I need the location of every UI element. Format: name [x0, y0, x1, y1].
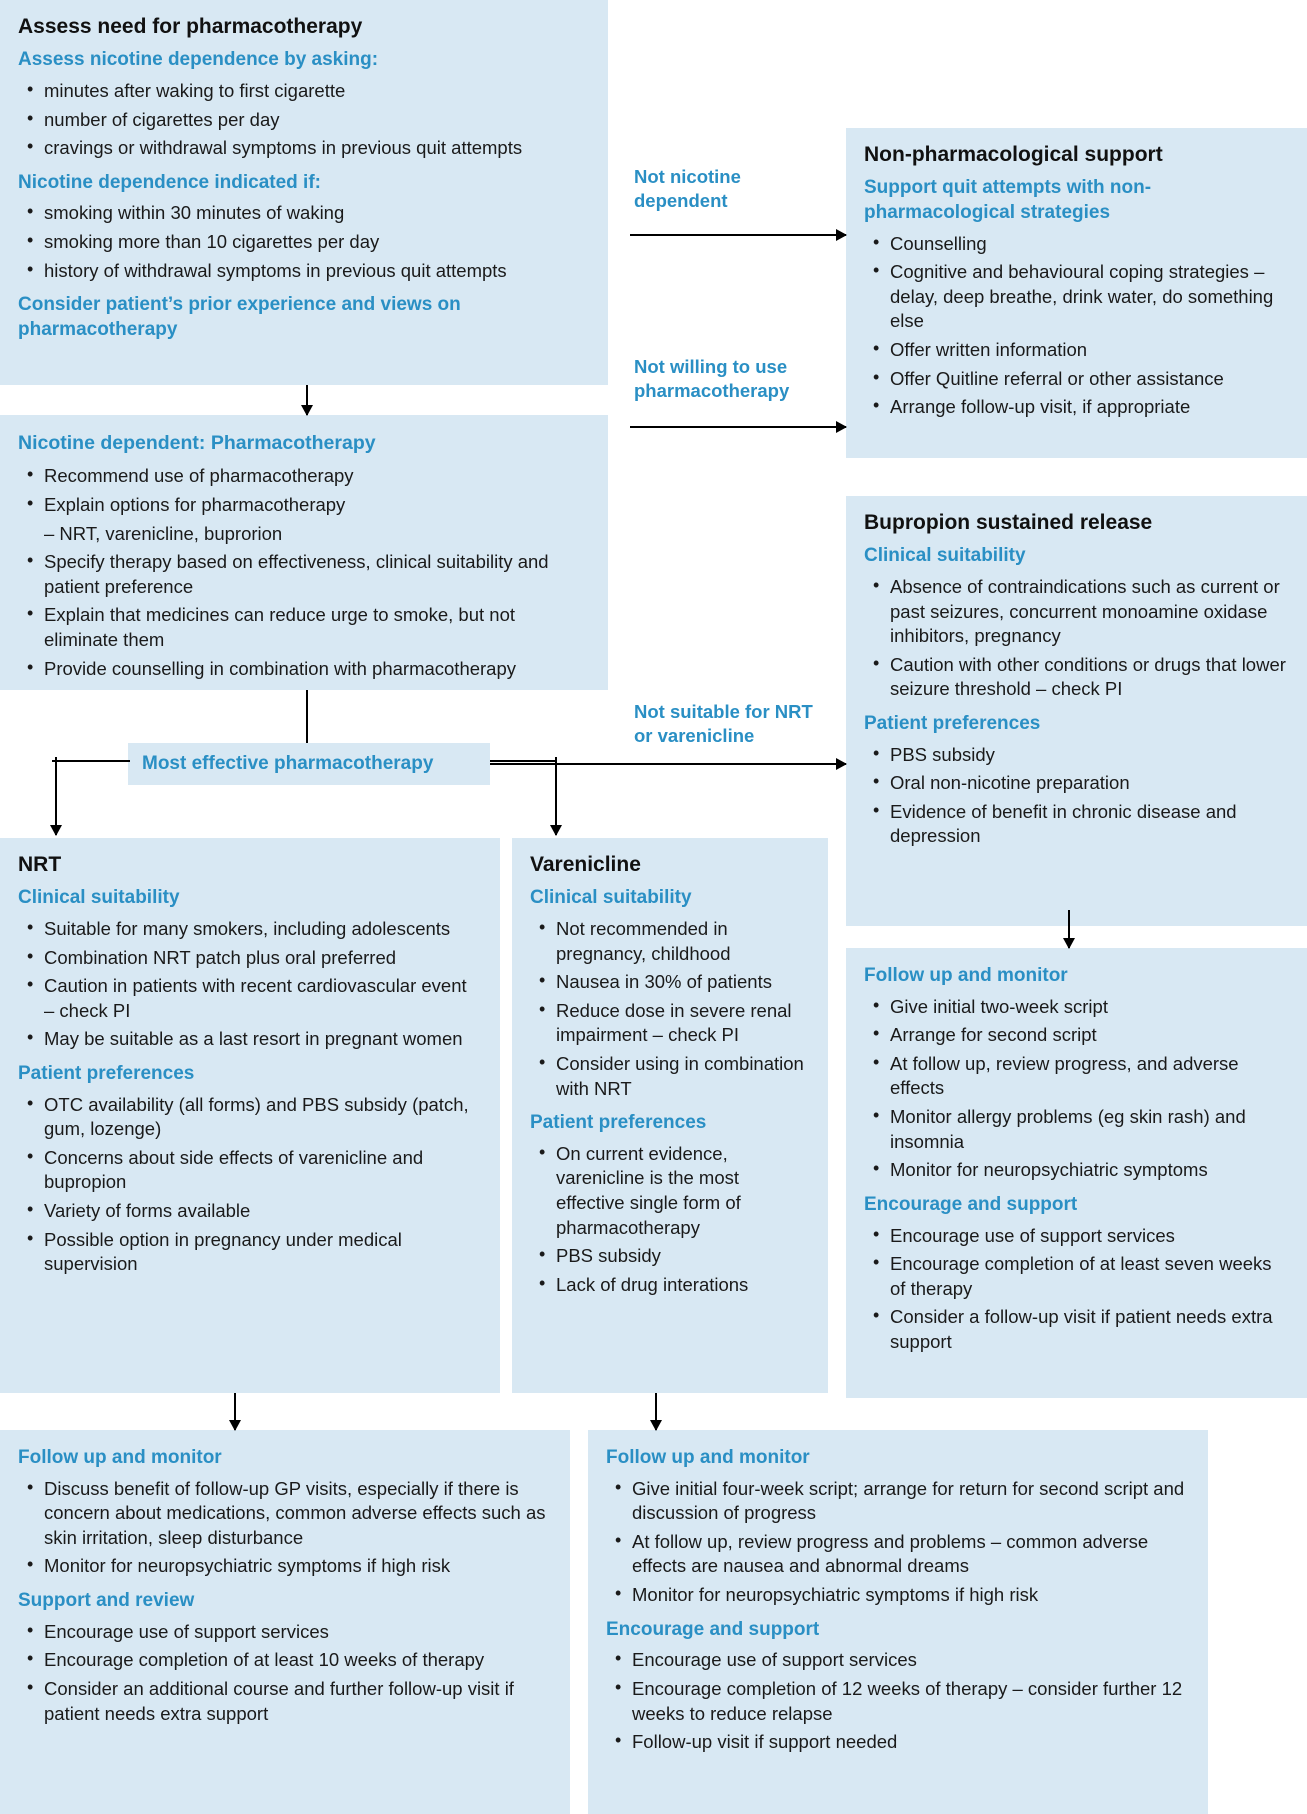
- list-item: • cravings or withdrawal symptoms in previous quit attempts: [44, 136, 590, 161]
- bupropion-preferences-list: [864, 743, 1289, 849]
- list-item: • Encourage completion of 12 weeks of therapy – consider further 12 weeks to reduce relapse: [632, 1677, 1190, 1726]
- nrt-followup-list: [18, 1477, 552, 1579]
- list-item: • Consider a follow-up visit if patient needs extra support: [890, 1305, 1289, 1354]
- varenicline-clinical-suitability-subhead: Clinical suitability: [530, 887, 692, 909]
- list-item: • Encourage use of support services: [890, 1224, 1289, 1249]
- varenicline-followup-list: [606, 1477, 1190, 1608]
- arrow-varenicline-to-followup: [649, 1393, 663, 1430]
- list-item: • Encourage completion of at least 10 weeks of therapy: [44, 1648, 552, 1673]
- varenicline-encourage-subhead: Encourage and support: [606, 1618, 820, 1640]
- list-item: • Explain that medicines can reduce urge to smoke, but not eliminate them: [44, 603, 590, 652]
- list-item: • Recommend use of pharmacotherapy: [44, 464, 590, 489]
- list-item: • Discuss benefit of follow-up GP visits, especially if there is concern about medications, common adverse effects such as skin irritation, sleep disturbance: [44, 1477, 552, 1551]
- list-item: • Specify therapy based on effectiveness, clinical suitability and patient preference: [44, 550, 590, 599]
- list-item: • Encourage completion of at least seven weeks of therapy: [890, 1252, 1289, 1301]
- list-item: • Follow-up visit if support needed: [632, 1730, 1190, 1755]
- list-item: • Not recommended in pregnancy, childhood: [556, 917, 810, 966]
- bupropion-encourage-list: [864, 1224, 1289, 1355]
- non-pharmacological-list: [864, 232, 1289, 420]
- list-item: • Consider using in combination with NRT: [556, 1052, 810, 1101]
- arrow-pill-to-nrt: [49, 757, 63, 835]
- consider-prior-experience-subhead: Consider patient’s prior experience and views on pharmacotherapy: [18, 294, 461, 340]
- list-item: • Offer Quitline referral or other assistance: [890, 367, 1289, 392]
- list-item: • Monitor for neuropsychiatric symptoms if high risk: [632, 1583, 1190, 1608]
- assess-dependence-subhead: Assess nicotine dependence by asking:: [18, 49, 379, 71]
- arrow-nrt-to-followup: [228, 1393, 242, 1430]
- varenicline-preferences-list: [530, 1142, 810, 1298]
- nrt-followup-subhead: Follow up and monitor: [18, 1447, 222, 1468]
- varenicline-patient-preferences-subhead: Patient preferences: [530, 1112, 707, 1134]
- non-pharmacological-title: Non-pharmacological support: [864, 143, 1163, 166]
- nrt-followup-box: [0, 1430, 570, 1814]
- line-pill-left-branch: [52, 757, 130, 765]
- list-item: • Cognitive and behavioural coping strategies – delay, deep breathe, drink water, do something else: [890, 260, 1289, 334]
- list-item: • On current evidence, varenicline is the most effective single form of pharmacotherapy: [556, 1142, 810, 1240]
- arrow-assess-to-nicotine-dependent: [300, 385, 314, 415]
- list-item: • history of withdrawal symptoms in previous quit attempts: [44, 259, 590, 284]
- bupropion-followup-subhead: Follow up and monitor: [864, 965, 1068, 986]
- arrow-pill-to-varenicline: [549, 757, 563, 835]
- list-item: • Provide counselling in combination with pharmacotherapy: [44, 657, 590, 682]
- list-item: • Oral non-nicotine preparation: [890, 771, 1289, 796]
- nrt-patient-preferences-subhead: Patient preferences: [18, 1062, 195, 1084]
- list-item: • Lack of drug interations: [556, 1273, 810, 1298]
- list-item: • Encourage use of support services: [632, 1648, 1190, 1673]
- nicotine-dependent-box: [0, 415, 608, 690]
- dependence-indicated-list: [18, 201, 590, 283]
- dependence-indicated-subhead: Nicotine dependence indicated if:: [18, 171, 321, 193]
- list-item: • Nausea in 30% of patients: [556, 970, 810, 995]
- list-item: • May be suitable as a last resort in pregnant women: [44, 1027, 482, 1052]
- bupropion-clinical-list: [864, 575, 1289, 702]
- varenicline-followup-box: [588, 1430, 1208, 1814]
- list-item: • Evidence of benefit in chronic disease and depression: [890, 800, 1289, 849]
- bupropion-patient-preferences-subhead: Patient preferences: [864, 712, 1041, 734]
- list-item: • Absence of contraindications such as current or past seizures, concurrent monoamine oxidase inhibitors, pregnancy: [890, 575, 1289, 649]
- nicotine-dependent-title: Nicotine dependent: Pharmacotherapy: [18, 432, 376, 454]
- connector-label-not-nicotine-dependent: Not nicotine dependent: [634, 166, 741, 211]
- list-item: • Suitable for many smokers, including adolescents: [44, 917, 482, 942]
- list-item: • Reduce dose in severe renal impairment – check PI: [556, 999, 810, 1048]
- list-item: • Combination NRT patch plus oral preferred: [44, 946, 482, 971]
- nrt-preferences-list: [18, 1093, 482, 1277]
- list-item: • smoking within 30 minutes of waking: [44, 201, 590, 226]
- list-item: • PBS subsidy: [556, 1244, 810, 1269]
- nrt-support-review-subhead: Support and review: [18, 1590, 195, 1612]
- arrow-bupropion-to-followup: [1062, 910, 1076, 948]
- bupropion-clinical-suitability-subhead: Clinical suitability: [864, 545, 1026, 567]
- line-pill-to-varenicline: [490, 757, 556, 765]
- varenicline-box: [512, 838, 828, 1393]
- list-item: • Monitor allergy problems (eg skin rash) and insomnia: [890, 1105, 1289, 1154]
- list-item: • Give initial two-week script: [890, 995, 1289, 1020]
- list-item: • At follow up, review progress and problems – common adverse effects are nausea and abnormal dreams: [632, 1530, 1190, 1579]
- list-item: • Encourage use of support services: [44, 1620, 552, 1645]
- varenicline-title: Varenicline: [530, 853, 641, 876]
- list-item: • Possible option in pregnancy under medical supervision: [44, 1228, 482, 1277]
- nrt-box: [0, 838, 500, 1393]
- list-item: • OTC availability (all forms) and PBS subsidy (patch, gum, lozenge): [44, 1093, 482, 1142]
- support-strategies-subhead: Support quit attempts with non-pharmacological strategies: [864, 177, 1152, 223]
- list-item: • At follow up, review progress, and adverse effects: [890, 1052, 1289, 1101]
- list-item: • Variety of forms available: [44, 1199, 482, 1224]
- nrt-support-list: [18, 1620, 552, 1726]
- arrow-not-nicotine-dependent: [630, 228, 846, 242]
- non-pharmacological-support-box: [846, 128, 1307, 458]
- assess-dependence-list: [18, 79, 590, 161]
- bupropion-followup-list: [864, 995, 1289, 1183]
- bupropion-encourage-subhead: Encourage and support: [864, 1193, 1078, 1215]
- list-item: • Concerns about side effects of varenicline and bupropion: [44, 1146, 482, 1195]
- list-item: • Explain options for pharmacotherapy: [44, 493, 590, 518]
- list-item: • number of cigarettes per day: [44, 108, 590, 133]
- list-item: • Caution with other conditions or drugs that lower seizure threshold – check PI: [890, 653, 1289, 702]
- varenicline-followup-subhead: Follow up and monitor: [606, 1447, 810, 1468]
- varenicline-encourage-list: [606, 1648, 1190, 1754]
- list-item: • Arrange follow-up visit, if appropriate: [890, 395, 1289, 420]
- bupropion-title: Bupropion sustained release: [864, 511, 1153, 534]
- connector-label-not-suitable: Not suitable for NRT or varenicline: [634, 701, 813, 746]
- nrt-clinical-list: [18, 917, 482, 1052]
- bupropion-followup-box: [846, 948, 1307, 1398]
- nrt-clinical-suitability-subhead: Clinical suitability: [18, 887, 180, 909]
- list-item: • Arrange for second script: [890, 1023, 1289, 1048]
- list-item: • Monitor for neuropsychiatric symptoms if high risk: [44, 1554, 552, 1579]
- assess-need-box: [0, 0, 608, 385]
- list-item: – NRT, varenicline, buprorion: [44, 522, 283, 544]
- connector-label-not-willing: Not willing to use pharmacotherapy: [634, 356, 790, 401]
- most-effective-pharmacotherapy-pill: Most effective pharmacotherapy: [128, 743, 490, 785]
- assess-need-title: Assess need for pharmacotherapy: [18, 15, 363, 38]
- list-item: • Consider an additional course and further follow-up visit if patient needs extra support: [44, 1677, 552, 1726]
- list-item: • minutes after waking to first cigarette: [44, 79, 590, 104]
- nrt-title: NRT: [18, 853, 62, 876]
- list-item: • smoking more than 10 cigarettes per day: [44, 230, 590, 255]
- varenicline-clinical-list: [530, 917, 810, 1101]
- bupropion-box: [846, 496, 1307, 926]
- nicotine-dependent-list: [18, 464, 590, 681]
- list-item: • Give initial four-week script; arrange for return for second script and discussion of progress: [632, 1477, 1190, 1526]
- list-item: • PBS subsidy: [890, 743, 1289, 768]
- list-item: • Monitor for neuropsychiatric symptoms: [890, 1158, 1289, 1183]
- arrow-not-willing: [630, 420, 846, 434]
- list-item: • Offer written information: [890, 338, 1289, 363]
- line-nicotine-dependent-to-pill: [303, 690, 311, 743]
- list-item: • Counselling: [890, 232, 1289, 257]
- list-item: • Caution in patients with recent cardiovascular event – check PI: [44, 974, 482, 1023]
